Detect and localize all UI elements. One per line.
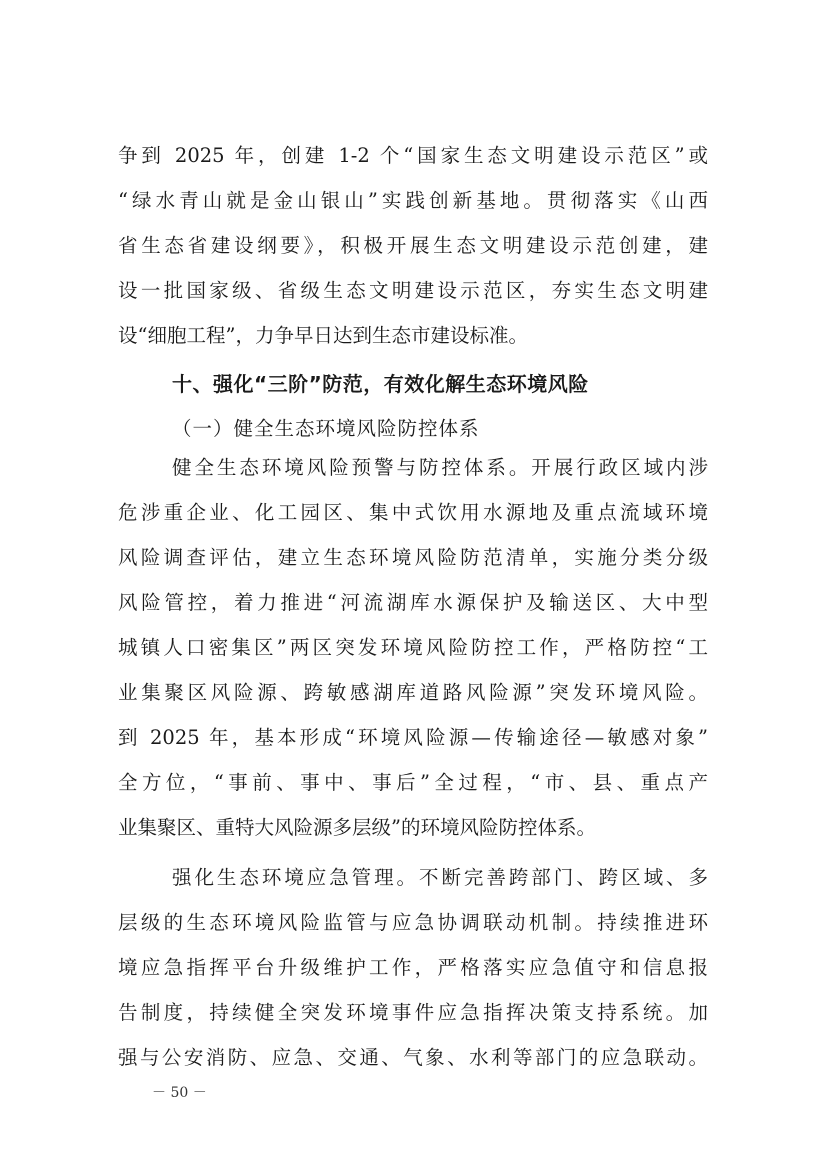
paragraph-line: 全方位，“事前、事中、事后”全过程，“市、县、重点产	[118, 771, 708, 794]
paragraph-line: 争到 2025 年，创建 1-2 个“国家生态文明建设示范区”或	[118, 144, 708, 167]
paragraph-line: 到 2025 年，基本形成“环境风险源—传输途径—敏感对象”	[118, 726, 708, 749]
paragraph-line: 告制度，持续健全突发环境事件应急指挥决策支持系统。加	[118, 1001, 708, 1024]
paragraph-line: 强与公安消防、应急、交通、气象、水利等部门的应急联动。	[118, 1046, 708, 1069]
paragraph-line: 业集聚区、重特大风险源多层级”的环境风险防控体系。	[118, 816, 596, 839]
paragraph-line: 危涉重企业、化工园区、集中式饮用水源地及重点流域环境	[118, 501, 708, 524]
paragraph-line: 强化生态环境应急管理。不断完善跨部门、跨区域、多	[172, 866, 708, 889]
page-number: － 50 －	[152, 1085, 207, 1101]
paragraph-line: 业集聚区风险源、跨敏感湖库道路风险源”突发环境风险。	[118, 681, 708, 704]
paragraph-line: 风险管控，着力推进“河流湖库水源保护及输送区、大中型	[118, 591, 708, 614]
paragraph-line: 设一批国家级、省级生态文明建设示范区，夯实生态文明建	[118, 279, 708, 302]
paragraph-line: 健全生态环境风险预警与防控体系。开展行政区域内涉	[172, 456, 708, 479]
paragraph-line: 设“细胞工程”，力争早日达到生态市建设标准。	[118, 324, 528, 347]
paragraph-line: 风险调查评估，建立生态环境风险防范清单，实施分类分级	[118, 546, 708, 569]
subsection-heading: （一）健全生态环境风险防控体系	[172, 417, 480, 440]
section-heading: 十、强化“三阶”防范，有效化解生态环境风险	[172, 372, 589, 396]
paragraph-line: 城镇人口密集区”两区突发环境风险防控工作，严格防控“工	[118, 636, 708, 659]
paragraph-line: “绿水青山就是金山银山”实践创新基地。贯彻落实《山西	[118, 189, 708, 212]
paragraph-line: 层级的生态环境风险监管与应急协调联动机制。持续推进环	[118, 911, 708, 934]
paragraph-line: 境应急指挥平台升级维护工作，严格落实应急值守和信息报	[118, 956, 708, 979]
paragraph-line: 省生态省建设纲要》，积极开展生态文明建设示范创建，建	[118, 234, 708, 257]
